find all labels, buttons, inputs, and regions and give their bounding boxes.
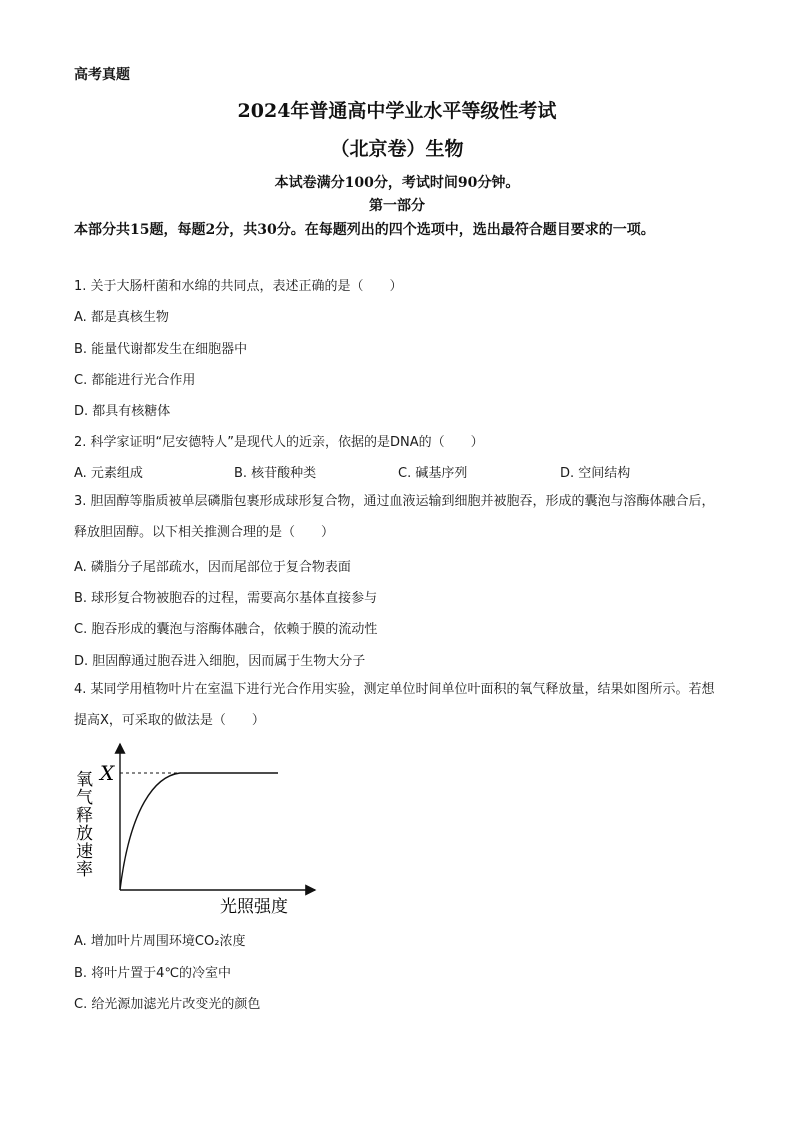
- question-3-option-d[interactable]: D. 胆固醇通过胞吞进入细胞，因而属于生物大分子: [74, 654, 366, 669]
- question-3-stem: 3. 胆固醇等脂质被单层磷脂包裹形成球形复合物，通过血液运输到细胞并被胞吞，形成的囊泡与溶酶体融合后，释放胆固醇。以下相关推测合理的是（ ）: [74, 494, 715, 540]
- question-1-option-a[interactable]: A. 都是真核生物: [74, 310, 169, 325]
- question-4-option-b[interactable]: B. 将叶片置于4℃的冷室中: [74, 966, 232, 981]
- question-1-stem: 1. 关于大肠杆菌和水绵的共同点，表述正确的是（ ）: [74, 279, 403, 294]
- exam-title: 2024年普通高中学业水平等级性考试: [237, 100, 557, 122]
- exam-note: 本试卷满分100分，考试时间90分钟。: [274, 175, 520, 191]
- question-2-stem: 2. 科学家证明“尼安德特人”是现代人的近亲，依据的是DNA的（ ）: [74, 435, 484, 450]
- x-axis-label: 光照强度: [220, 897, 288, 917]
- question-3-option-c[interactable]: C. 胞吞形成的囊泡与溶酶体融合，依赖于膜的流动性: [74, 622, 378, 637]
- question-2-option-b[interactable]: B. 核苷酸种类: [234, 466, 317, 481]
- question-1-option-d[interactable]: D. 都具有核糖体: [74, 404, 171, 419]
- question-2-option-a[interactable]: A. 元素组成: [74, 466, 143, 481]
- question-3-option-a[interactable]: A. 磷脂分子尾部疏水，因而尾部位于复合物表面: [74, 560, 351, 575]
- question-1-option-c[interactable]: C. 都能进行光合作用: [74, 373, 196, 388]
- question-4-stem: 4. 某同学用植物叶片在室温下进行光合作用实验，测定单位时间单位叶面积的氧气释放量，结果如图所示。若想提高X，可采取的做法是（ ）: [74, 682, 715, 728]
- question-1-option-b[interactable]: B. 能量代谢都发生在细胞器中: [74, 342, 248, 357]
- y-axis-label: 氧气释放速率: [72, 770, 92, 878]
- saturation-curve: [120, 773, 278, 890]
- question-2-option-d[interactable]: D. 空间结构: [560, 466, 631, 481]
- header-tag: 高考真题: [74, 67, 130, 83]
- oxygen-release-chart: [60, 738, 340, 920]
- plateau-label: X: [100, 761, 115, 785]
- exam-subtitle: （北京卷）生物: [330, 138, 464, 160]
- part-title: 第一部分: [369, 198, 425, 214]
- question-4-option-a[interactable]: A. 增加叶片周围环境CO₂浓度: [74, 934, 246, 949]
- question-2-option-c[interactable]: C. 碱基序列: [398, 466, 468, 481]
- section-instructions: 本部分共15题，每题2分，共30分。在每题列出的四个选项中，选出最符合题目要求的一项。: [74, 222, 655, 238]
- question-4-option-c[interactable]: C. 给光源加滤光片改变光的颜色: [74, 997, 261, 1012]
- question-3-option-b[interactable]: B. 球形复合物被胞吞的过程，需要高尔基体直接参与: [74, 591, 378, 606]
